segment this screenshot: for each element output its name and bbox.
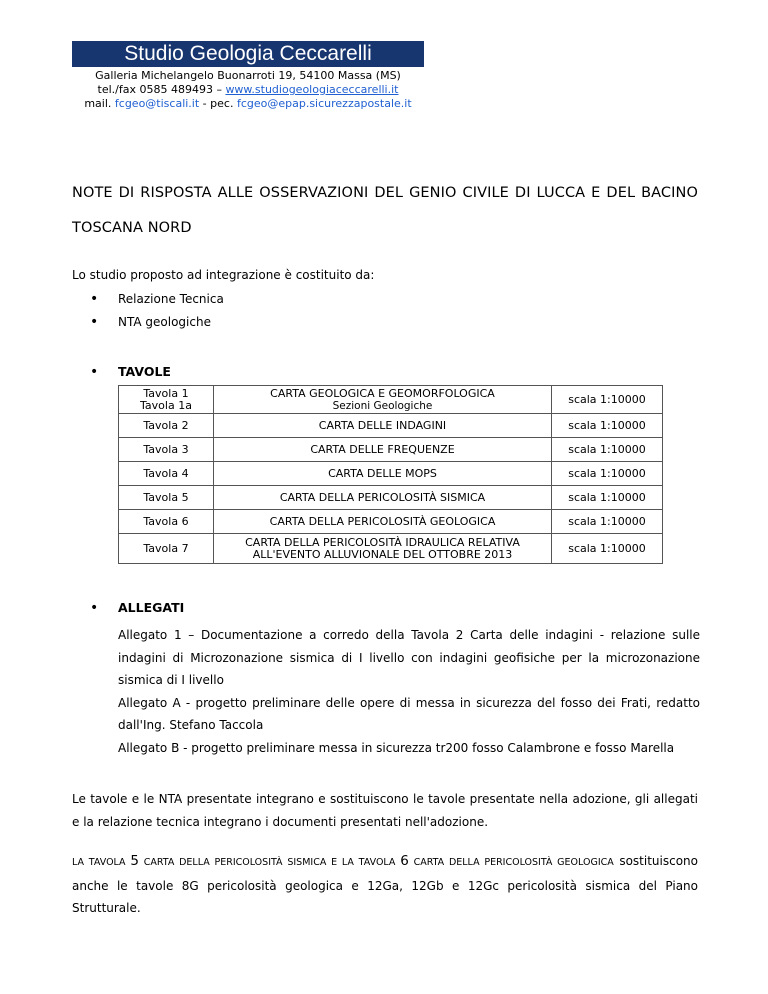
table-cell-num: Tavola 6 [119, 510, 214, 534]
tavole-section-heading [72, 364, 171, 379]
list-item: • NTA geologiche [72, 311, 224, 334]
studio-name-banner: Studio Geologia Ceccarelli [72, 41, 424, 67]
table-row [119, 462, 663, 486]
documents-list [72, 288, 224, 334]
studio-address-block [72, 69, 424, 111]
bullet: • [90, 600, 99, 616]
pec-label: - pec. [199, 97, 237, 110]
table-row [119, 510, 663, 534]
studio-email-line [72, 97, 424, 111]
table-row [119, 534, 663, 564]
allegato-item: Allegato A - progetto preliminare delle opere di messa in sicurezza del fosso dei Frati, redatto dall'Ing. Stefano Taccola [118, 695, 700, 732]
table-cell-title: CARTA DELLA PERICOLOSITÀ IDRAULICA RELATIVA ALL'EVENTO ALLUVIONALE DEL OTTOBRE 2013 [214, 534, 552, 564]
allegato-item: Allegato B - progetto preliminare messa in sicurezza tr200 fosso Calambrone e fosso Marella [118, 740, 675, 755]
email-link[interactable]: fcgeo@tiscali.it [114, 97, 200, 110]
table-cell-num: Tavola 5 [119, 486, 214, 510]
table-cell-title: CARTA DELLA PERICOLOSITÀ SISMICA [214, 486, 552, 510]
table-cell-scale: scala 1:10000 [552, 414, 663, 438]
allegato-item: Allegato 1 – Documentazione a corredo della Tavola 2 Carta delle indagini - relazione sulle indagini di Microzonazione sismica di I livello con indagini geofisiche per la microzonazione sismica di I livello [118, 628, 700, 687]
pec-link[interactable]: fcgeo@epap.sicurezzapostale.it [236, 97, 412, 110]
paragraph-substitution: LA TAVOLA 5 CARTA DELLA PERICOLOSITÀ SISMICA E LA TAVOLA 6 CARTA DELLA PERICOLOSITÀ GEOLOGICA sostituiscono anche le tavole 8G pericolosità geologica e 12Ga, 12Gb e 12Gc pericolosità sismica del Piano Strutturale. [72, 853, 699, 915]
list-item: • Relazione Tecnica [72, 288, 224, 311]
table-cell-num: Tavola 4 [119, 462, 214, 486]
paragraph-integration: Le tavole e le NTA presentate integrano e sostituiscono le tavole presentate nella adozione, gli allegati e la relazione tecnica integrano i documenti presentati nell'adozione. [72, 792, 698, 829]
tavole-table [118, 385, 663, 564]
tavole-heading: TAVOLE [118, 364, 171, 379]
studio-contacts-line [72, 83, 424, 97]
table-cell-num: Tavola 3 [119, 438, 214, 462]
table-cell-num: Tavola 1 Tavola 1a [119, 386, 214, 414]
table-cell-scale: scala 1:10000 [552, 438, 663, 462]
allegati-heading: ALLEGATI [118, 600, 185, 615]
table-cell-scale: scala 1:10000 [552, 386, 663, 414]
table-row [119, 386, 663, 414]
table-cell-title: CARTA DELLE MOPS [214, 462, 552, 486]
table-cell-num: Tavola 7 [119, 534, 214, 564]
allegati-section-heading [72, 600, 184, 615]
table-cell-num: Tavola 2 [119, 414, 214, 438]
table-cell-scale: scala 1:10000 [552, 486, 663, 510]
letterhead [72, 41, 424, 111]
table-row [119, 486, 663, 510]
table-cell-scale: scala 1:10000 [552, 462, 663, 486]
bullet: • [90, 364, 99, 380]
table-cell-title: CARTA GEOLOGICA E GEOMORFOLOGICA Sezioni Geologiche [214, 386, 552, 414]
website-link[interactable]: www.studiogeologiaceccarelli.it [225, 83, 399, 96]
allegati-list [118, 624, 700, 759]
studio-address: Galleria Michelangelo Buonarroti 19, 54100 Massa (MS) [95, 69, 401, 82]
document-title: NOTE DI RISPOSTA ALLE OSSERVAZIONI DEL GENIO CIVILE DI LUCCA E DEL BACINO TOSCANA NORD [72, 185, 698, 236]
table-cell-scale: scala 1:10000 [552, 510, 663, 534]
tel-fax: tel./fax 0585 489493 – [97, 83, 226, 96]
table-cell-scale: scala 1:10000 [552, 534, 663, 564]
intro-text: Lo studio proposto ad integrazione è costituito da: [72, 268, 375, 282]
table-cell-title: CARTA DELLE FREQUENZE [214, 438, 552, 462]
table-cell-title: CARTA DELLE INDAGINI [214, 414, 552, 438]
table-row [119, 438, 663, 462]
table-row [119, 414, 663, 438]
mail-label: mail. [84, 97, 115, 110]
table-cell-title: CARTA DELLA PERICOLOSITÀ GEOLOGICA [214, 510, 552, 534]
